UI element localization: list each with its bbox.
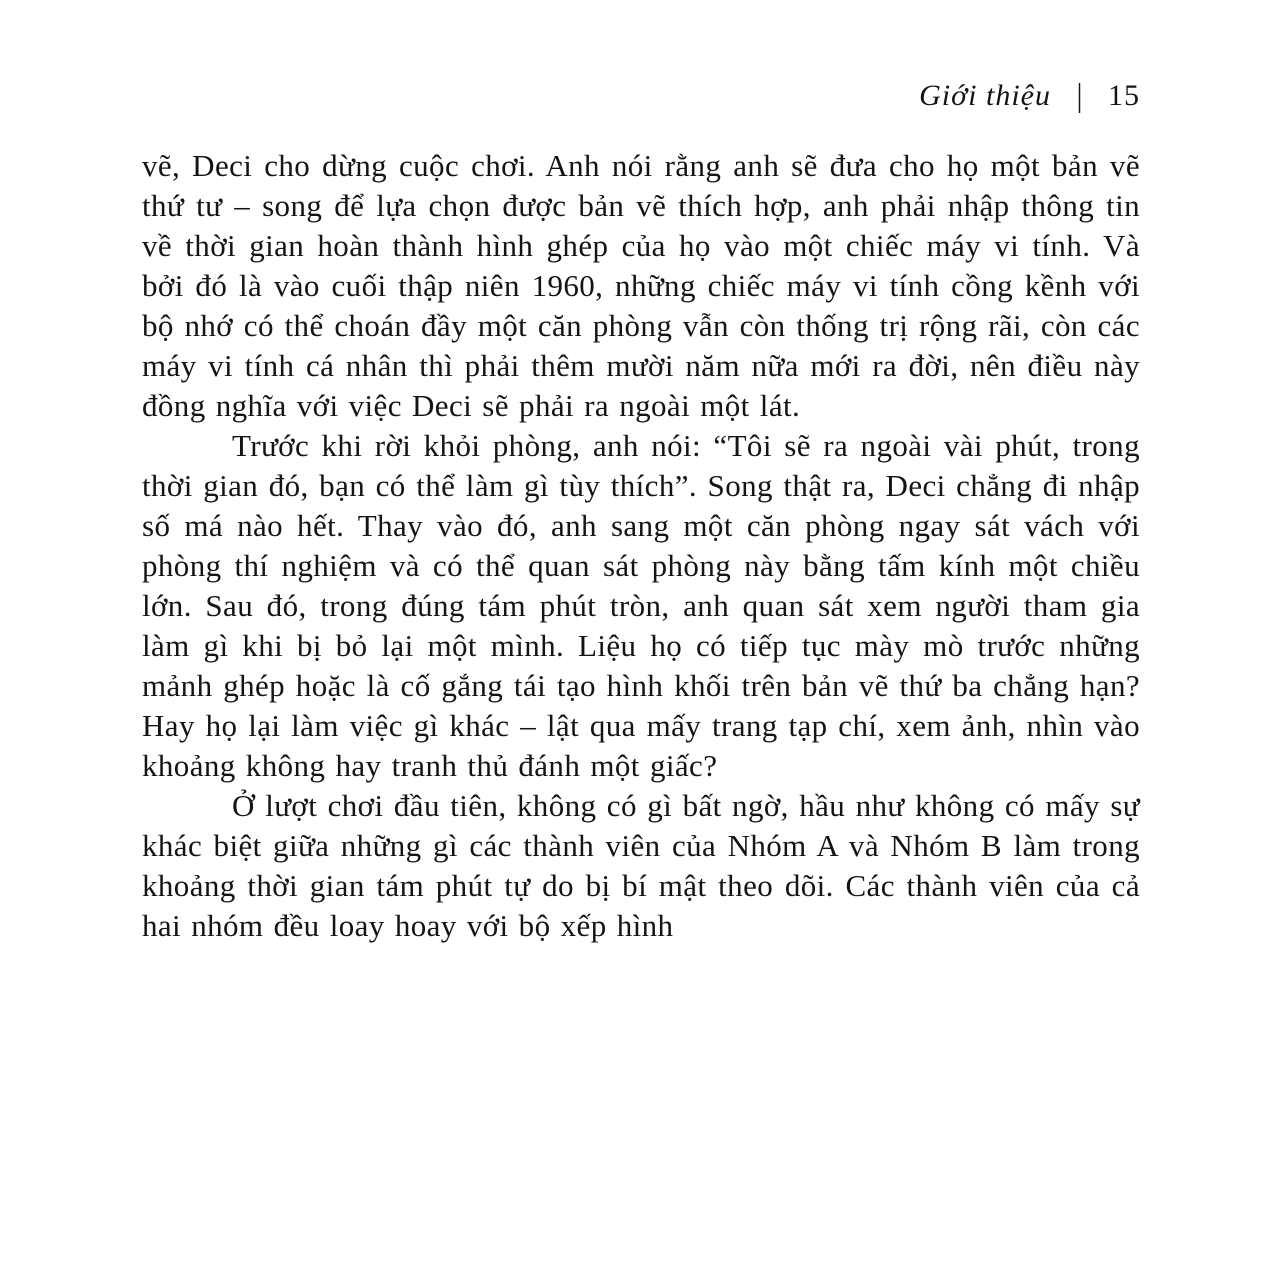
- body-paragraph-2: Trước khi rời khỏi phòng, anh nói: “Tôi sẽ ra ngoài vài phút, trong thời gian đó, bạn có thể làm gì tùy thích”. Song thật ra, Deci chẳng đi nhập số má nào hết. Thay vào đó, anh sang một căn phòng ngay sát vách với phòng thí nghiệm và có thể quan sát phòng này bằng tấm kính một chiều lớn. Sau đó, trong đúng tám phút tròn, anh quan sát xem người tham gia làm gì khi bị bỏ lại một mình. Liệu họ có tiếp tục mày mò trước những mảnh ghép hoặc là cố gắng tái tạo hình khối trên bản vẽ thứ ba chẳng hạn? Hay họ lại làm việc gì khác – lật qua mấy trang tạp chí, xem ảnh, nhìn vào khoảng không hay tranh thủ đánh một giấc?: [142, 428, 1140, 783]
- page-header: [142, 78, 1140, 114]
- body-paragraph-3: Ở lượt chơi đầu tiên, không có gì bất ngờ, hầu như không có mấy sự khác biệt giữa những gì các thành viên của Nhóm A và Nhóm B làm trong khoảng thời gian tám phút tự do bị bí mật theo dõi. Các thành viên của cả hai nhóm đều loay hoay với bộ xếp hình: [142, 788, 1140, 943]
- header-separator: |: [1076, 77, 1083, 114]
- page-number: 15: [1108, 79, 1140, 112]
- body-paragraph-1: vẽ, Deci cho dừng cuộc chơi. Anh nói rằng anh sẽ đưa cho họ một bản vẽ thứ tư – song để lựa chọn được bản vẽ thích hợp, anh phải nhập thông tin về thời gian hoàn thành hình ghép của họ vào một chiếc máy vi tính. Và bởi đó là vào cuối thập niên 1960, những chiếc máy vi tính cồng kềnh với bộ nhớ có thể choán đầy một căn phòng vẫn còn thống trị rộng rãi, còn các máy vi tính cá nhân thì phải thêm mười năm nữa mới ra đời, nên điều này đồng nghĩa với việc Deci sẽ phải ra ngoài một lát.: [142, 148, 1140, 423]
- page-body: [142, 146, 1140, 946]
- section-title: Giới thiệu: [919, 79, 1051, 112]
